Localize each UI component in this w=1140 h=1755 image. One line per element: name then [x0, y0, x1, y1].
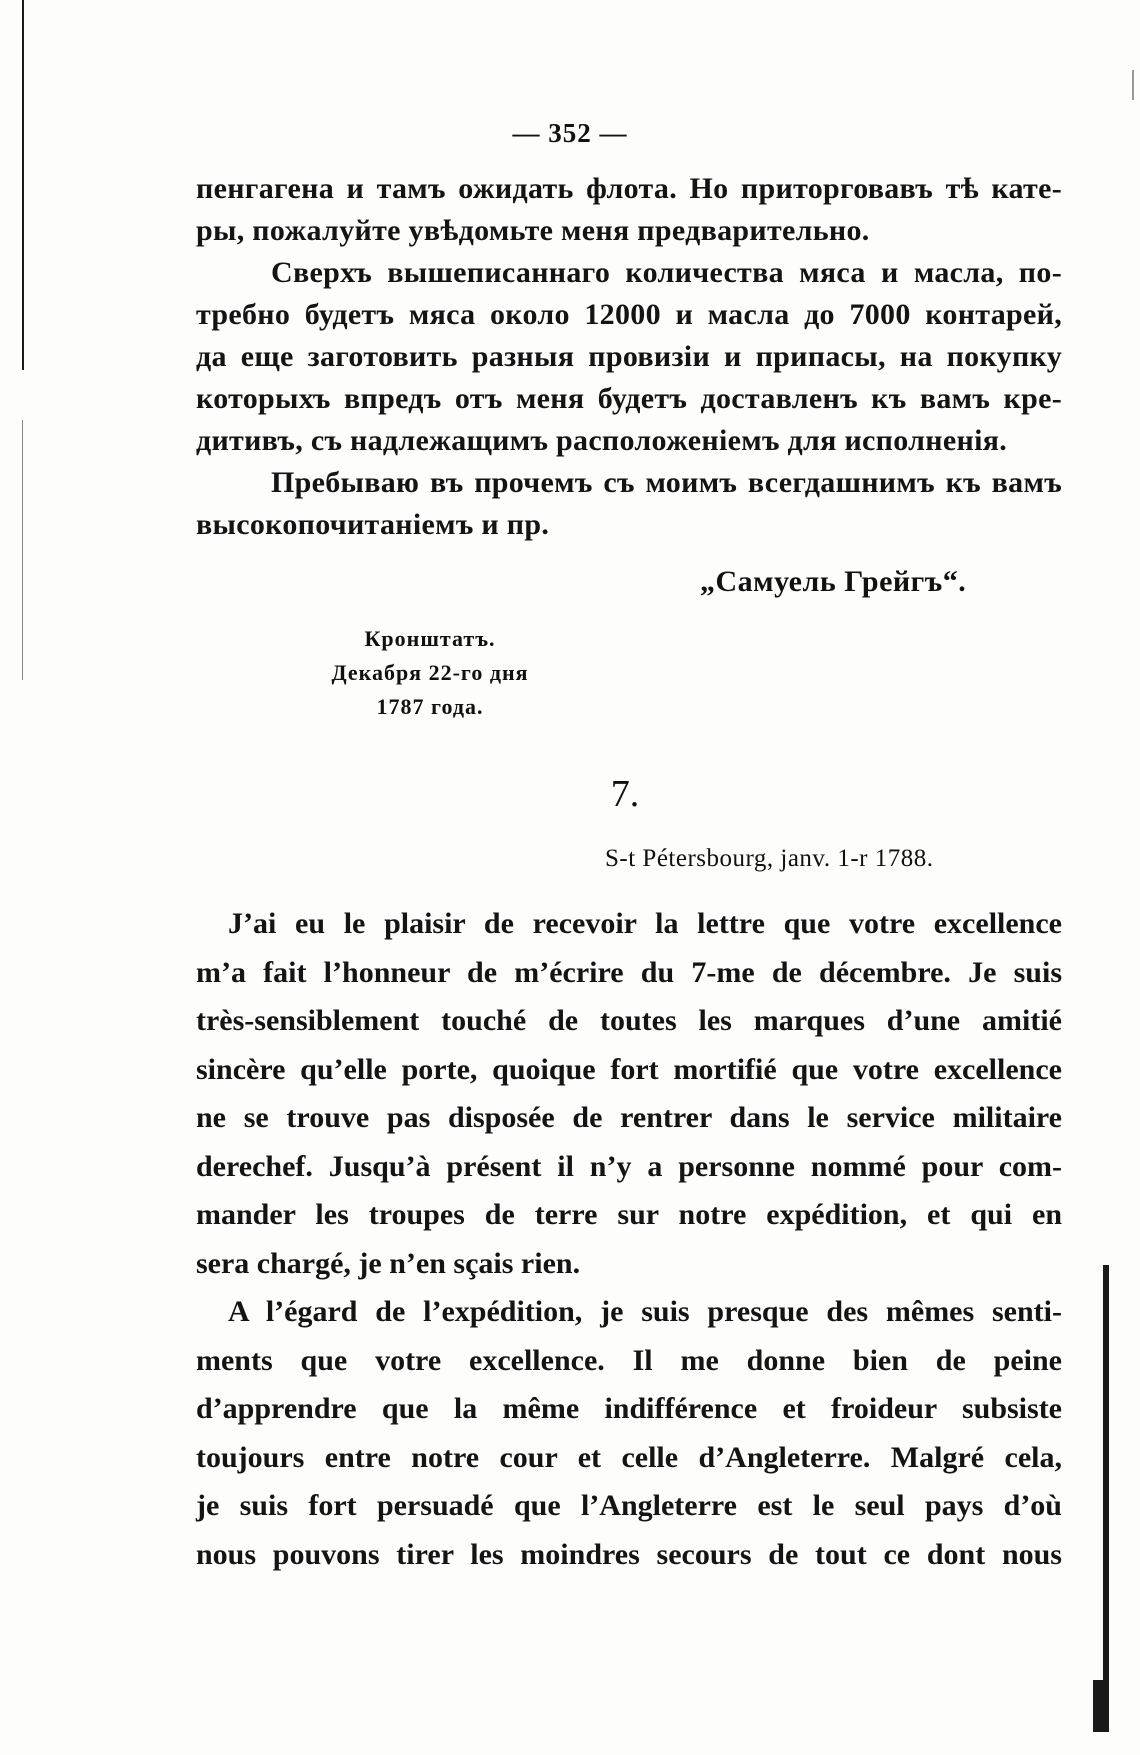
russian-letter-body	[196, 168, 1062, 546]
french-paragraph-2	[196, 1288, 1062, 1579]
text-line: дитивъ, съ надлежащимъ расположеніемъ для исполненія.	[196, 424, 1008, 457]
text-line: высокопочитаніемъ и пр.	[196, 508, 550, 541]
text-line: ne se trouve pas disposée de rentrer dans le service militaire	[196, 1101, 1062, 1134]
text-line: ры, пожалуйте увѣдомьте меня предварительно.	[196, 214, 870, 247]
text-line: nous pouvons tirer les moindres secours de tout ce dont nous	[196, 1537, 1062, 1571]
page-edge-line-faint	[22, 420, 23, 680]
text-line: mander les troupes de terre sur notre expédition, et qui en	[196, 1198, 1062, 1231]
text-line: которыхъ впредъ отъ меня будетъ доставленъ къ вамъ кре-	[196, 382, 1062, 415]
text-line: m’a fait l’honneur de m’écrire du 7-me de décembre. Je suis	[196, 955, 1062, 989]
year-line: 1787 года.	[376, 694, 484, 719]
text-line: требно будетъ мяса около 12000 и масла до 7000 контарей,	[196, 298, 1062, 331]
text-line: да еще заготовить разныя провизіи и припасы, на покупку	[196, 340, 1062, 373]
letter-number: 7.	[610, 773, 640, 815]
russian-paragraph-1	[196, 168, 1062, 252]
text-line: très-sensiblement touché de toutes les marques d’une amitié	[196, 1004, 1062, 1037]
place-line: Кронштатъ.	[364, 626, 496, 651]
place-and-date	[280, 622, 580, 724]
text-line: Сверхъ вышеписаннаго количества мяса и масла, по-	[271, 256, 1062, 289]
text-line: пенгагена и тамъ ожидать флота. Но приторговавъ тѣ кате-	[196, 172, 1062, 205]
binding-edge-foot	[1093, 1680, 1109, 1732]
french-dateline: S-t Pétersbourg, janv. 1-r 1788.	[605, 845, 934, 872]
text-line: ments que votre excellence. Il me donne bien de peine	[196, 1343, 1062, 1377]
text-line: toujours entre notre cour et celle d’Angleterre. Malgré cela,	[196, 1440, 1062, 1474]
text-line: derechef. Jusqu’à présent il n’y a personne nommé pour com-	[196, 1149, 1062, 1183]
date-line: Декабря 22-го дня	[331, 660, 529, 685]
text-line: sera chargé, je n’en sçais rien.	[196, 1246, 581, 1280]
french-paragraph-1	[196, 900, 1062, 1288]
text-line: Пребываю въ прочемъ съ моимъ всегдашнимъ къ вамъ	[271, 466, 1062, 499]
text-line: sincère qu’elle porte, quoique fort mortifié que votre excellence	[196, 1052, 1062, 1086]
page-edge-mark	[1132, 70, 1134, 100]
binding-edge-bar	[1103, 1265, 1109, 1725]
russian-paragraph-3	[196, 462, 1062, 546]
french-letter-body	[196, 900, 1062, 1579]
text-line: d’apprendre que la même indifférence et froideur subsiste	[196, 1392, 1062, 1425]
text-line: A l’égard de l’expédition, je suis presque des mêmes senti-	[228, 1295, 1062, 1328]
letter-signature: „Самуель Грейгъ“.	[700, 565, 967, 598]
page-edge-line	[22, 0, 24, 370]
text-line: je suis fort persuadé que l’Angleterre est le seul pays d’où	[196, 1489, 1062, 1522]
page-number: — 352 —	[512, 118, 628, 148]
text-line: J’ai eu le plaisir de recevoir la lettre que votre excellence	[228, 907, 1062, 940]
russian-paragraph-2	[196, 252, 1062, 462]
